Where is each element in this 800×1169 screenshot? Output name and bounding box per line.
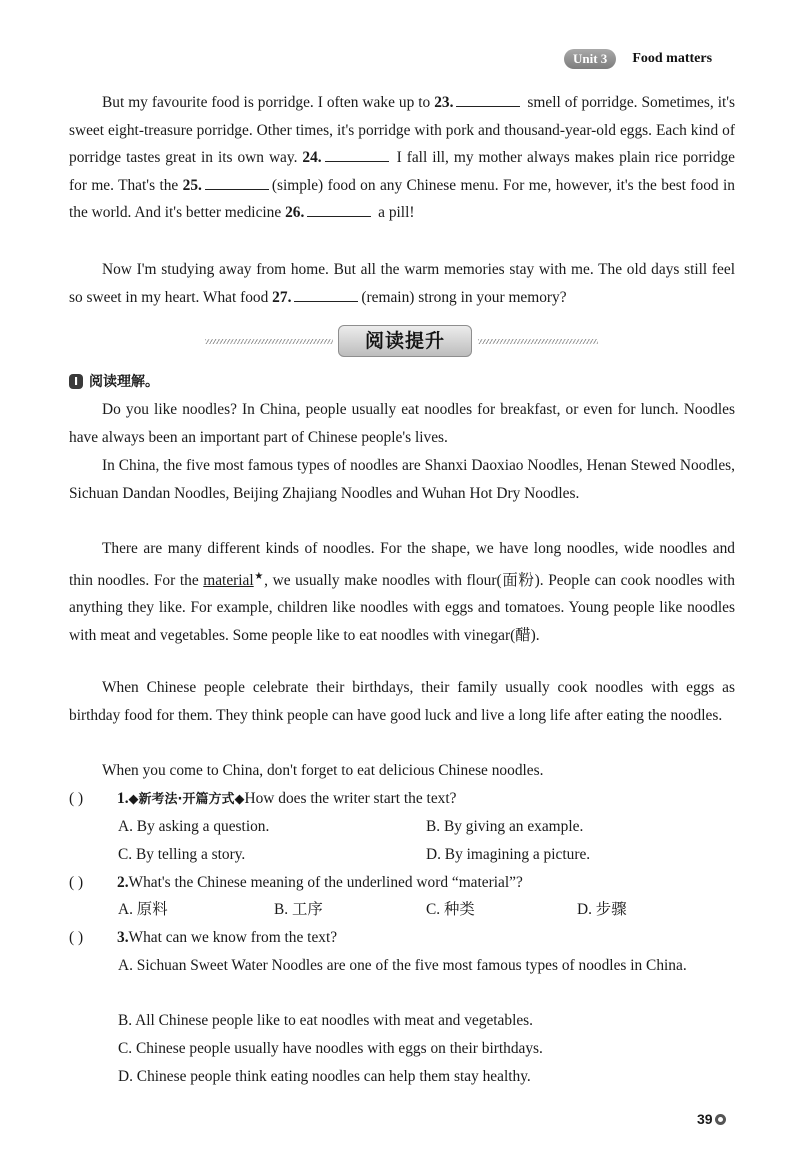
gear-icon [715, 1114, 726, 1125]
question-tag: ◆新考法·开篇方式◆ [128, 792, 245, 807]
task-label: 阅读理解。 [89, 374, 159, 390]
question-2: ( ) 2.What's the Chinese meaning of the underlined word “material”? [69, 869, 749, 897]
answer-blank-26[interactable] [307, 202, 371, 217]
question-text: How does the writer start the text? [244, 790, 457, 807]
banner-divider-right [478, 339, 598, 344]
question-1: ( ) 1.◆新考法·开篇方式◆How does the writer start the text? [69, 785, 749, 814]
q1-option-d[interactable]: D. By imagining a picture. [426, 846, 591, 863]
page-header [564, 47, 712, 71]
passage-paragraph-4: When Chinese people celebrate their birthdays, their family usually cook noodles with eggs as birthday food for them. They think people can have good luck and live a long life after eating the noodles. [69, 679, 735, 724]
q2-option-c[interactable]: C. 种类 [426, 901, 475, 918]
banner-divider-left [205, 339, 333, 344]
star-icon: ★ [253, 570, 265, 582]
q2-option-d[interactable]: D. 步骤 [577, 901, 627, 918]
blank-number-27: 27. [272, 288, 292, 306]
answer-blank-25[interactable] [205, 175, 269, 190]
answer-parentheses[interactable]: ( ) [69, 874, 84, 891]
answer-blank-23[interactable] [456, 92, 520, 107]
underlined-word-material: material [203, 571, 254, 589]
passage-paragraph-5: When you come to China, don't forget to eat delicious Chinese noodles. [102, 762, 544, 779]
answer-blank-27[interactable] [294, 287, 358, 302]
page-number: 39 [697, 1111, 726, 1127]
passage-paragraph-1: Do you like noodles? In China, people usually eat noodles for breakfast, or even for lunch. Noodles have always been an important part of Chinese people's lives. [69, 401, 735, 446]
q1-option-b[interactable]: B. By giving an example. [426, 818, 584, 835]
unit-badge: Unit 3 [564, 49, 616, 69]
q3-option-d[interactable]: D. Chinese people think eating noodles can help them stay healthy. [118, 1068, 531, 1085]
question-text: What's the Chinese meaning of the underlined word “material”? [128, 874, 523, 891]
task-heading [69, 371, 159, 391]
passage-paragraph-2: In China, the five most famous types of noodles are Shanxi Daoxiao Noodles, Henan Stewed Noodles, Sichuan Dandan Noodles, Beijing Zhajiang Noodles and Wuhan Hot Dry Noodles. [69, 457, 735, 502]
q2-option-a[interactable]: A. 原料 [118, 901, 168, 918]
blank-number-24: 24. [302, 149, 322, 167]
question-3: ( ) 3.What can we know from the text? [69, 924, 749, 952]
q1-option-a[interactable]: A. By asking a question. [118, 818, 270, 835]
blank-number-25: 25. [182, 176, 202, 194]
cloze-paragraph-2: Now I'm studying away from home. But all the warm memories stay with me. The old days still feel so sweet in my heart. What food 27. (remain) strong in your memory? [69, 261, 735, 306]
question-text: What can we know from the text? [128, 929, 338, 946]
q1-option-c[interactable]: C. By telling a story. [118, 846, 246, 863]
header-title: Food matters [632, 51, 713, 66]
answer-parentheses[interactable]: ( ) [69, 790, 84, 807]
blank-number-23: 23. [434, 94, 454, 111]
q2-option-b[interactable]: B. 工序 [274, 901, 323, 918]
blank-number-26: 26. [285, 204, 305, 222]
answer-parentheses[interactable]: ( ) [69, 929, 84, 946]
roman-numeral-icon: Ⅰ [69, 374, 83, 389]
passage-paragraph-3: There are many different kinds of noodles. For the shape, we have long noodles, wide noodles and thin noodles. For the material★, we usually make noodles with flour(面粉). People can cook noodles with anything they like. For example, children like noodles with eggs and tomatoes. Young people like noodles with meat and vegetables. Some people like to eat noodles with vinegar(醋). [69, 540, 735, 644]
answer-blank-24[interactable] [325, 147, 389, 162]
q3-option-c[interactable]: C. Chinese people usually have noodles with eggs on their birthdays. [118, 1040, 543, 1057]
section-title: 阅读提升 [338, 325, 472, 357]
q3-option-a[interactable]: A. Sichuan Sweet Water Noodles are one of the five most famous types of noodles in China. [118, 957, 687, 974]
q3-option-b[interactable]: B. All Chinese people like to eat noodles with meat and vegetables. [118, 1012, 534, 1029]
cloze-paragraph-1: But my favourite food is porridge. I often wake up to 23. smell of porridge. Sometimes, it's sweet eight-treasure porridge. Other times, it's porridge with pork and thousand-year-old eggs. Each kind of porridge tastes great in its own way. 24. I fall ill, my mother always makes plain rice porridge for me. That's the 25. (simple) food on any Chinese menu. For me, however, it's the best food in the world. And it's better medicine 26. a pill! [69, 94, 736, 222]
section-banner [200, 325, 600, 357]
